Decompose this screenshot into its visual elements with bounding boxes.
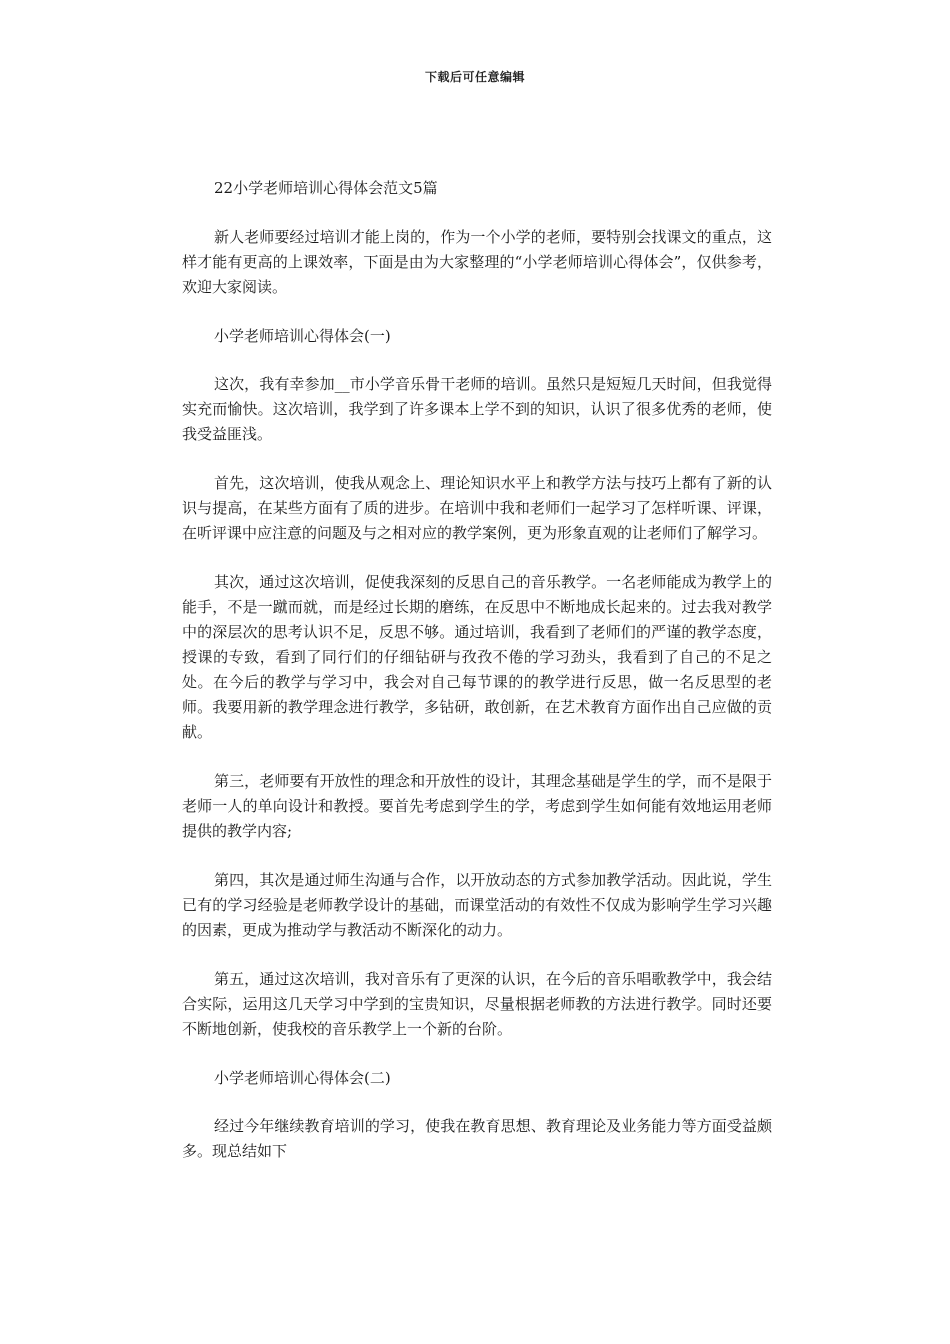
section-heading-1: 小学老师培训心得体会(一) bbox=[214, 327, 391, 345]
paragraph: 这次，我有幸参加__市小学音乐骨干老师的培训。虽然只是短短几天时间，但我觉得实充而愉快。这次培训，我学到了许多课本上学不到的知识，认识了很多优秀的老师，使我受益匪浅。 bbox=[182, 375, 772, 443]
intro-paragraph: 新人老师要经过培训才能上岗的，作为一个小学的老师，要特别会找课文的重点，这样才能有更高的上课效率，下面是由为大家整理的“小学老师培训心得体会”，仅供参考，欢迎大家阅读。 bbox=[182, 228, 772, 296]
paragraph: 其次，通过这次培训，促使我深刻的反思自己的音乐教学。一名老师能成为教学上的能手，不是一蹴而就，而是经过长期的磨练，在反思中不断地成长起来的。过去我对教学中的深层次的思考认识不足，反思不够。通过培训，我看到了老师们的严谨的教学态度，授课的专致，看到了同行们的仔细钻研与孜孜不倦的学习劲头，我看到了自己的不足之处。在今后的教学与学习中，我会对自己每节课的的教学进行反思，做一名反思型的老师。我要用新的教学理念进行教学，多钻研，敢创新，在艺术教育方面作出自己应做的贡献。 bbox=[182, 573, 772, 741]
paragraph: 第三，老师要有开放性的理念和开放性的设计，其理念基础是学生的学，而不是限于老师一人的单向设计和教授。要首先考虑到学生的学，考虑到学生如何能有效地运用老师提供的教学内容; bbox=[182, 772, 772, 840]
paragraph: 第四，其次是通过师生沟通与合作，以开放动态的方式参加教学活动。因此说，学生已有的学习经验是老师教学设计的基础，而课堂活动的有效性不仅成为影响学生学习兴趣的因素，更成为推动学与教活动不断深化的动力。 bbox=[182, 871, 772, 939]
page-header-note: 下载后可任意编辑 bbox=[424, 70, 525, 84]
document-title: 22小学老师培训心得体会范文5篇 bbox=[214, 179, 438, 197]
section-heading-2: 小学老师培训心得体会(二) bbox=[214, 1069, 391, 1087]
paragraph: 第五，通过这次培训，我对音乐有了更深的认识，在今后的音乐唱歌教学中，我会结合实际，运用这几天学习中学到的宝贵知识，尽量根据老师教的方法进行教学。同时还要不断地创新，使我校的音乐教学上一个新的台阶。 bbox=[182, 970, 772, 1038]
paragraph: 首先，这次培训，使我从观念上、理论知识水平上和教学方法与技巧上都有了新的认识与提高，在某些方面有了质的进步。在培训中我和老师们一起学习了怎样听课、评课，在听评课中应注意的问题及与之相对应的教学案例，更为形象直观的让老师们了解学习。 bbox=[182, 474, 772, 542]
document-body bbox=[182, 176, 772, 1188]
paragraph: 经过今年继续教育培训的学习，使我在教育思想、教育理论及业务能力等方面受益颇多。现总结如下 bbox=[182, 1117, 772, 1160]
